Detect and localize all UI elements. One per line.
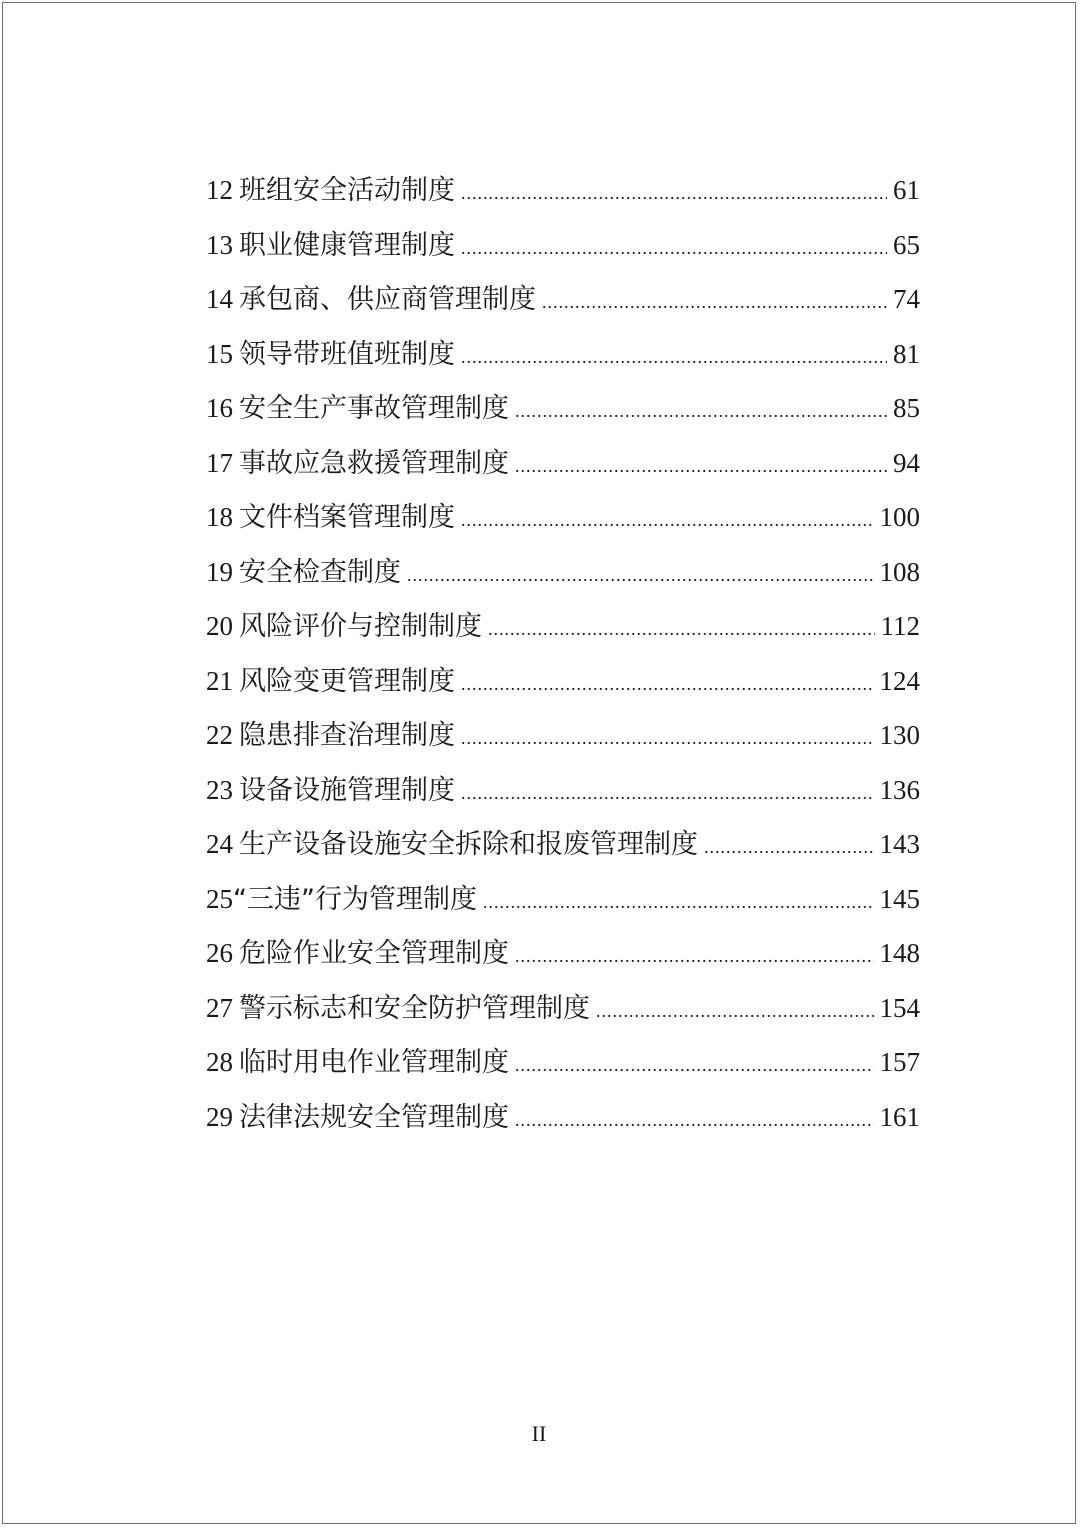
dot-leader (488, 602, 875, 657)
toc-entry-page: 94 (893, 447, 920, 478)
toc-entry-title: 隐患排查治理制度 (239, 720, 455, 751)
toc-entry-number: 19 (206, 556, 233, 587)
toc-entry-number: 25 (206, 883, 233, 914)
toc-entry-page: 143 (879, 829, 920, 859)
toc-entry[interactable] (206, 272, 920, 327)
dot-leader (704, 820, 874, 875)
toc-entry[interactable] (206, 1035, 920, 1090)
dot-leader (461, 166, 887, 221)
toc-entry-page: 130 (879, 720, 920, 750)
toc-entry-title: 法律法规安全管理制度 (239, 1101, 509, 1133)
toc-entry-title: 警示标志和安全防护管理制度 (239, 992, 590, 1024)
toc-entry[interactable] (206, 1090, 920, 1145)
toc-entry-number: 21 (206, 665, 233, 696)
dot-leader (461, 657, 874, 712)
toc-entry-title: 生产设备设施安全拆除和报废管理制度 (239, 829, 698, 860)
toc-entry-page: 85 (893, 393, 920, 423)
toc-entry-title: 风险评价与控制制度 (239, 611, 482, 642)
toc-entry-title: 风险变更管理制度 (239, 665, 455, 697)
toc-entry-number: 23 (206, 774, 233, 805)
dot-leader (515, 929, 874, 984)
toc-entry-page: 112 (880, 611, 920, 641)
toc-entry-title: 文件档案管理制度 (239, 502, 455, 533)
toc-entry[interactable] (206, 872, 920, 927)
table-of-contents (206, 163, 920, 1144)
dot-leader (461, 711, 874, 766)
document-page (2, 2, 1076, 1524)
toc-entry[interactable] (206, 708, 920, 763)
toc-entry-title: 承包商、供应商管理制度 (239, 284, 536, 315)
dot-leader (542, 275, 887, 330)
toc-entry-title: 设备设施管理制度 (239, 774, 455, 806)
toc-entry[interactable] (206, 327, 920, 382)
dot-leader (515, 439, 887, 494)
toc-entry-title: 安全检查制度 (239, 556, 401, 588)
dot-leader (515, 1093, 874, 1148)
page-number-footer: II (531, 1421, 547, 1446)
toc-entry-number: 12 (206, 175, 233, 205)
toc-entry-number: 22 (206, 720, 233, 750)
toc-entry[interactable] (206, 654, 920, 709)
toc-entry[interactable] (206, 436, 920, 491)
toc-entry-number: 29 (206, 1101, 233, 1132)
toc-entry-title: 危险作业安全管理制度 (239, 938, 509, 969)
toc-entry[interactable] (206, 981, 920, 1036)
toc-entry-number: 20 (206, 611, 233, 641)
dot-leader (407, 548, 874, 603)
dot-leader (461, 330, 887, 385)
toc-entry-page: 148 (879, 938, 920, 968)
dot-leader (515, 384, 887, 439)
toc-entry-page: 61 (893, 175, 920, 205)
toc-entry-number: 27 (206, 992, 233, 1023)
dot-leader (515, 1038, 874, 1093)
toc-entry-number: 13 (206, 229, 233, 260)
dot-leader (596, 984, 874, 1039)
dot-leader (461, 221, 887, 276)
toc-entry[interactable] (206, 817, 920, 872)
toc-entry-page: 108 (879, 556, 920, 587)
toc-entry-page: 161 (879, 1101, 920, 1132)
toc-entry[interactable] (206, 763, 920, 818)
toc-entry-number: 14 (206, 284, 233, 314)
toc-entry-title: 安全生产事故管理制度 (239, 393, 509, 424)
toc-entry-title: 领导带班值班制度 (239, 338, 455, 370)
dot-leader (461, 766, 874, 821)
toc-entry-number: 15 (206, 338, 233, 369)
toc-entry[interactable] (206, 381, 920, 436)
toc-entry-title: 班组安全活动制度 (239, 175, 455, 206)
toc-entry-number: 28 (206, 1047, 233, 1077)
toc-entry-page: 157 (879, 1047, 920, 1077)
toc-entry[interactable] (206, 926, 920, 981)
toc-entry-title: “三违”行为管理制度 (233, 883, 477, 915)
toc-entry[interactable] (206, 545, 920, 600)
toc-entry-number: 16 (206, 393, 233, 423)
toc-entry-page: 100 (879, 502, 920, 532)
toc-entry-page: 65 (893, 229, 920, 260)
toc-entry-title: 职业健康管理制度 (239, 229, 455, 261)
toc-entry-page: 136 (879, 774, 920, 805)
toc-entry-page: 124 (879, 665, 920, 696)
toc-entry[interactable] (206, 490, 920, 545)
toc-entry-page: 145 (879, 883, 920, 914)
toc-entry-title: 临时用电作业管理制度 (239, 1047, 509, 1078)
toc-entry-number: 26 (206, 938, 233, 968)
dot-leader (483, 875, 874, 930)
toc-entry-page: 81 (893, 338, 920, 369)
toc-entry-title: 事故应急救援管理制度 (239, 447, 509, 479)
toc-entry-page: 74 (893, 284, 920, 314)
toc-entry[interactable] (206, 163, 920, 218)
dot-leader (461, 493, 874, 548)
toc-entry[interactable] (206, 218, 920, 273)
toc-entry-page: 154 (879, 992, 920, 1023)
toc-entry-number: 18 (206, 502, 233, 532)
toc-entry-number: 17 (206, 447, 233, 478)
toc-entry[interactable] (206, 599, 920, 654)
toc-entry-number: 24 (206, 829, 233, 859)
